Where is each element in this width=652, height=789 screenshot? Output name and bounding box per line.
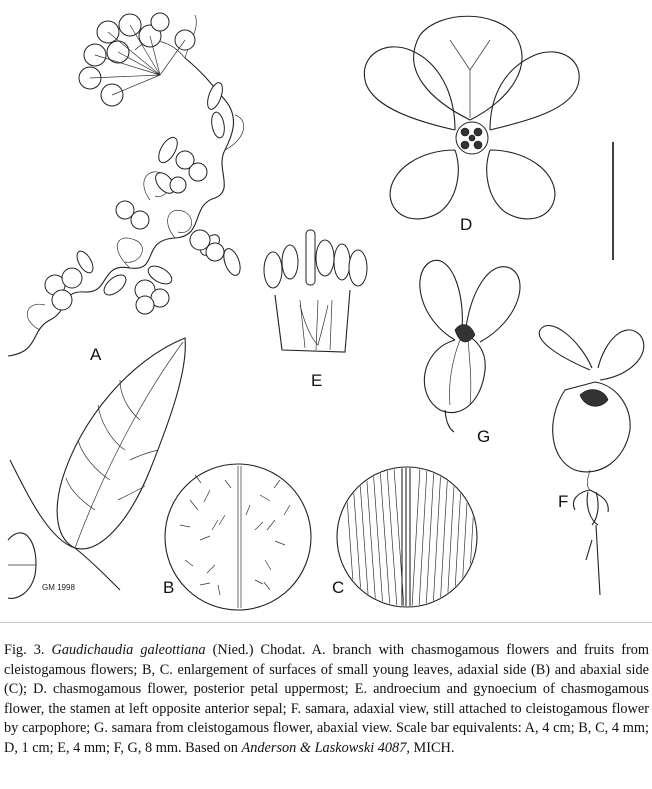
flower-cluster-top [79,13,195,106]
figure-b-adaxial-surface [165,464,311,610]
figure-c-abaxial-surface [337,467,477,610]
figure-f-samara [539,325,644,595]
artist-signature: GM 1998 [42,583,75,592]
figure-e-androecium [264,230,367,352]
figure-a-leaf [8,338,185,598]
caption-species-name: Gaudichaudia galeottiana [51,642,206,658]
caption-fig-number: Fig. 3. [4,642,45,658]
panel-label-d: D [460,215,473,234]
caption-collectors: Anderson & Laskowski 4087 [241,739,407,756]
caption-divider [0,622,652,623]
caption-herbarium: , MICH. [406,739,455,756]
figure-caption [4,641,649,758]
figure-d-chasmogamous-flower [364,16,579,219]
flower-cluster-middle [116,151,224,261]
panel-label-a: A [90,345,102,364]
figure-a-branch [8,13,244,356]
panel-label-f: F [558,492,569,511]
panel-label-e: E [311,371,323,390]
panel-label-c: C [332,578,345,597]
panel-label-g: G [477,427,491,446]
panel-label-b: B [163,578,175,597]
caption-body: (Nied.) Chodat. A. branch with chasmogamous flowers and fruits from cleistogamous flowers; B, C. enlargement of surfaces of small young leaves, adaxial side (B) and abaxial side (C); D. chasmogamous flower, posterior petal uppermost; E. androecium and gynoecium of chasmogamous flower, the stamen at left opposite anterior sepal; F. samara, adaxial view, still attached to cleistogamous flower by carpophore; G. samara from cleistogamous flower, abaxial view. Scale bar equivalents: A, 4 cm; B, C, 4 mm; D, 1 cm; E, 4 mm; F, G, 8 mm. Based on [4,642,649,756]
figure-g-samara [420,260,520,432]
